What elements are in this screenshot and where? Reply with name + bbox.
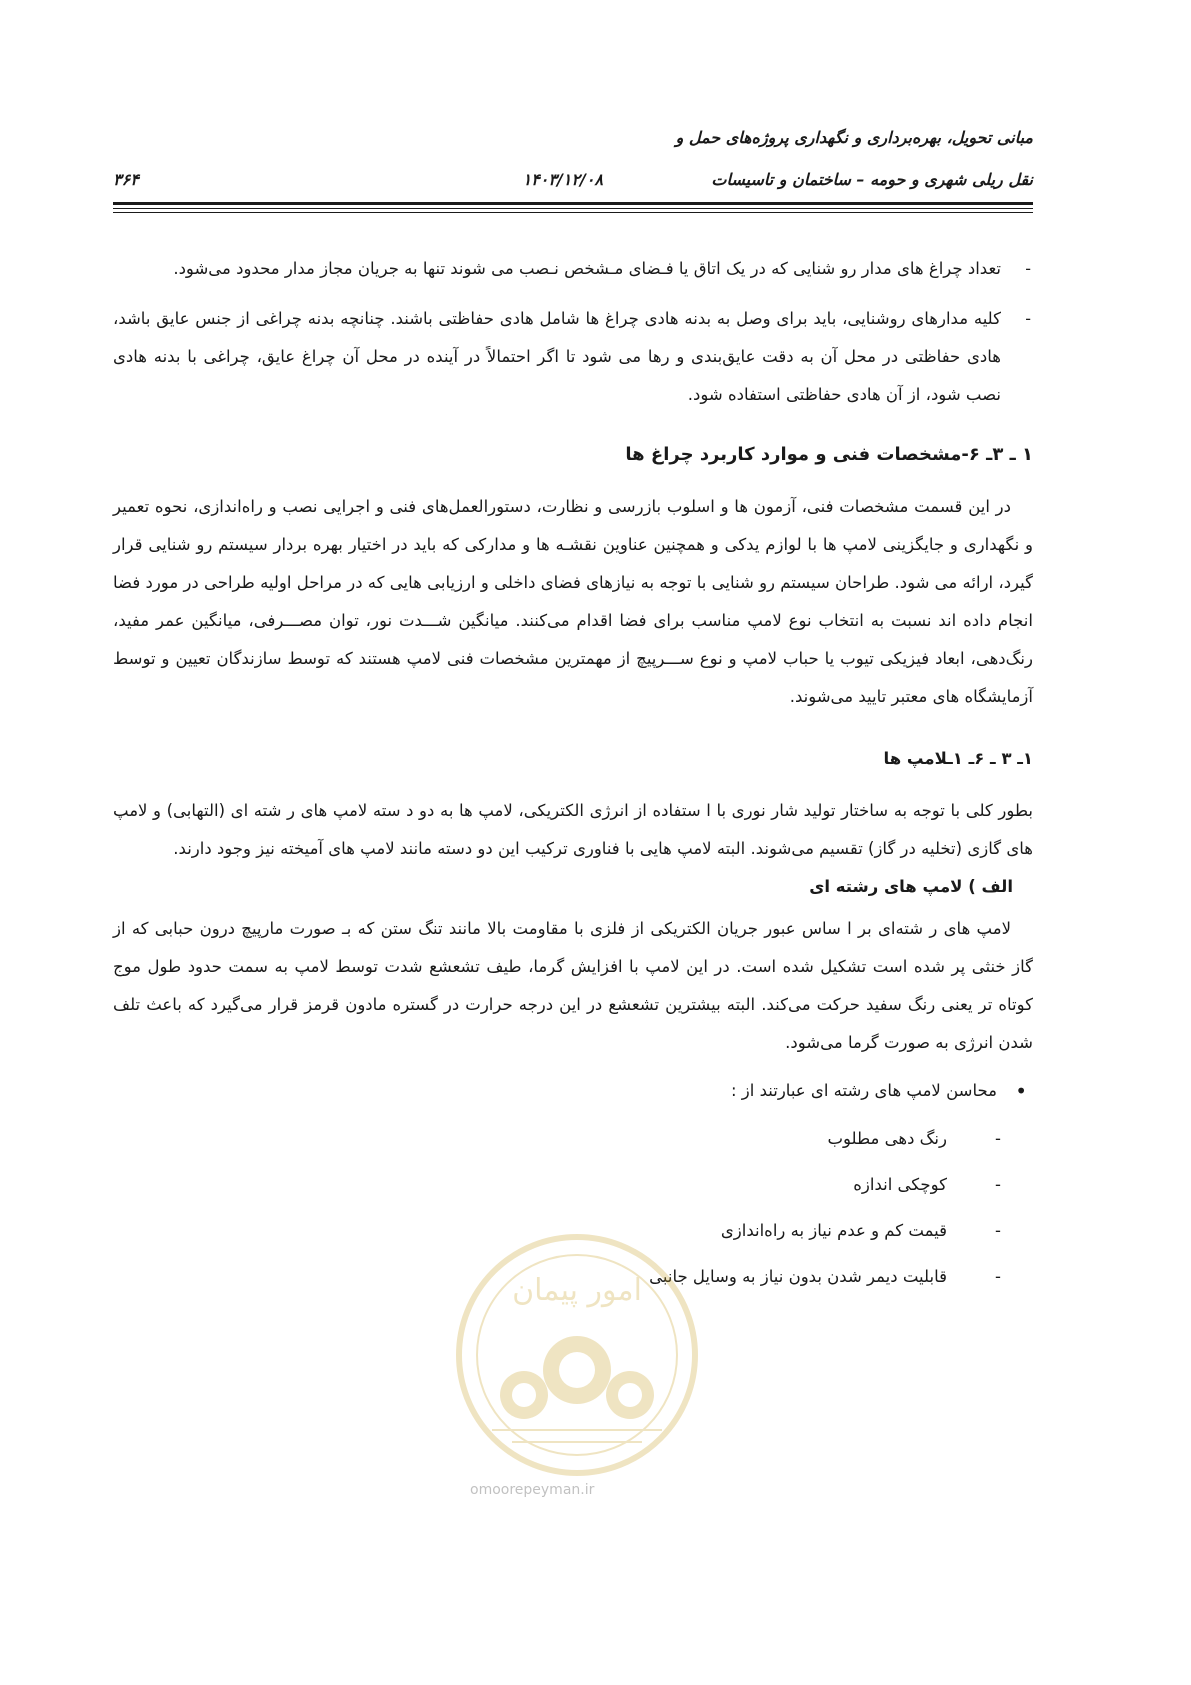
watermark-site: omoorepeyman.ir [470, 1482, 595, 1498]
list-item [113, 250, 1033, 288]
advantages-intro: محاسن لامپ های رشته ای عبارتند از : [731, 1081, 997, 1100]
header-title-line2: نقل ریلی شهری و حومه – ساختمان و تاسیسات [711, 170, 1033, 189]
dash-marker: - [1025, 309, 1031, 328]
list-item [113, 1116, 1033, 1162]
list-item-text: کلیه مدارهای روشنایی، باید برای وصل به بدنه هادی چراغ ها شامل هادی حفاظتی باشند. چنانچه بدنه چراغی از جنس عایق باشد، هادی حفاظتی در محل آن به دقت عایق‌بندی و رها می شود تا اگر احتمالاً در آینده در محل آن چراغ عایق، چراغی با بدنه هادی نصب شود، از آن هادی حفاظتی استفاده شود. [113, 309, 1001, 404]
subsection-paragraph: بطور کلی با توجه به ساختار تولید شار نوری با ا ستفاده از انرژی الکتریکی، لامپ ها به دو د سته لامپ های ر شته ای (التهابی) و لامپ های گازی (تخلیه در گاز) تقسیم می‌شوند. البته لامپ هایی با فناوری ترکیب این دو دسته مانند لامپ های آمیخته نیز وجود دارند. [113, 801, 1033, 858]
watermark-text: امور پیمان [512, 1273, 642, 1308]
advantage-text: قیمت کم و عدم نیاز به راه‌اندازی [720, 1221, 947, 1240]
dash-marker: - [995, 1267, 1001, 1286]
header-title-line1: مبانی تحویل، بهره‌برداری و نگهداری پروژه‌های حمل و [675, 128, 1033, 147]
header-date: ۱۴۰۳/۱۲/۰۸ [522, 170, 603, 189]
list-item [113, 300, 1033, 414]
dash-marker: - [995, 1175, 1001, 1194]
advantages-bullet [113, 1072, 1033, 1110]
page-content [113, 250, 1033, 1300]
advantage-text: رنگ دهی مطلوب [827, 1129, 947, 1148]
header-rule-thin-2 [113, 212, 1033, 213]
dash-marker: - [995, 1129, 1001, 1148]
watermark-seal-icon [452, 1230, 702, 1480]
list-item [113, 1162, 1033, 1208]
list-item-text: تعداد چراغ های مدار رو شنایی که در یک اتاق یا فـضای مـشخص نـصب می شوند تنها به جریان مجاز مدار محدود می‌شود. [173, 259, 1001, 278]
dash-marker: - [1025, 259, 1031, 278]
dash-marker: - [995, 1221, 1001, 1240]
page-number: ۳۶۴ [113, 170, 139, 189]
part-a-paragraph: لامپ های ر شته‌ای بر ا ساس عبور جریان الکتریکی از فلزی با مقاومت بالا مانند تنگ ستن که بـ صورت مارپیچ درون حبابی که از گاز خنثی پر شده است تشکیل شده است. در این لامپ با افزایش گرما، طیف تشعشع شدت توسط لامپ به سمت حدود طول موج کوتاه تر یعنی رنگ سفید حرکت می‌کند. البته بیشترین تشعشع در این درجه حرارت در گستره مادون قرمز قرار می‌گیرد که باعث تلف شدن انرژی به صورت گرما می‌شود. [113, 919, 1033, 1052]
section-heading: ۱ ـ ۳ـ ۶-مشخصات فنی و موارد کاربرد چراغ ها [625, 444, 1033, 465]
page-header [113, 128, 1033, 208]
subsection-heading: ۱ـ ۳ ـ ۶ـ ۱ـلامپ ها [883, 749, 1033, 768]
section-paragraph: در این قسمت مشخصات فنی، آزمون ها و اسلوب بازرسی و نظارت، دستورالعمل‌های فنی و اجرایی نصب و راه‌اندازی، نحوه تعمیر و نگهداری و جایگزینی لامپ ها با لوازم یدکی و همچنین عناوین نقشـه ها و مدارکی که باید در اختیار بهره بردار سیستم رو شنایی قرار گیرد، ارائه می شود. طراحان سیستم رو شنایی با توجه به نیازهای فضای داخلی و ارزیابی هایی که در مراحل اولیه طراحی در مورد فضا انجام داده اند نسبت به انتخاب نوع لامپ مناسب برای فضا اقدام می‌کنند. میانگین شـــدت نور، توان مصـــرفی، میانگین عمر مفید، رنگ‌دهی، ابعاد فیزیکی تیوب یا حباب لامپ و نوع ســـرپیچ از مهمترین مشخصات فنی لامپ هستند که توسط سازندگان تعیین و توسط آزمایشگاه های معتبر تایید می‌شوند. [113, 497, 1033, 706]
header-rule-thin [113, 208, 1033, 209]
advantage-text: قابلیت دیمر شدن بدون نیاز به وسایل جانبی [649, 1267, 947, 1286]
part-a-heading: الف ) لامپ های رشته ای [809, 877, 1013, 896]
advantage-text: کوچکی اندازه [853, 1175, 947, 1194]
header-rule-thick [113, 202, 1033, 205]
bullet-dot-icon: • [1015, 1079, 1027, 1103]
